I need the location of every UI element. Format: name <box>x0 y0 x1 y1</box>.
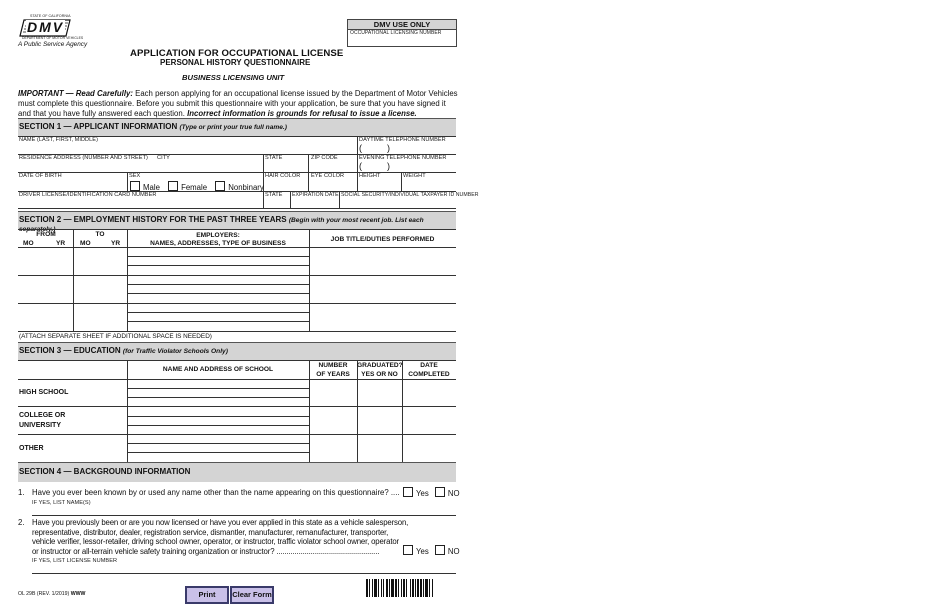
years-header-1: NUMBER <box>318 362 348 369</box>
section1-title: SECTION 1 — APPLICANT INFORMATION <box>19 122 178 131</box>
row-high-school: HIGH SCHOOL <box>19 389 69 396</box>
q1-number: 1. <box>18 488 25 497</box>
q2-line-1: Have you previously been or are you now licensed or have you ever applied in this state as a vehicle salesperson, <box>32 518 409 527</box>
section2-title: SECTION 2 — EMPLOYMENT HISTORY FOR THE PAST THREE YEARS <box>19 215 287 224</box>
dmv-use-box <box>347 19 457 47</box>
barcode-icon <box>366 579 454 597</box>
q2-answers <box>400 545 460 556</box>
dmv-use-title: DMV USE ONLY <box>348 20 456 30</box>
employers-header-2: NAMES, ADDRESSES, TYPE OF BUSINESS <box>150 240 286 247</box>
sex-male-label: Male <box>143 183 160 192</box>
dl-label: DRIVER LICENSE/IDENTIFICATION CARD NUMBER <box>19 192 157 198</box>
q2-text <box>32 518 408 556</box>
dob-label: DATE OF BIRTH <box>19 173 62 179</box>
form-id-suffix: WWW <box>70 591 86 597</box>
sex-female-label: Female <box>181 183 208 192</box>
state-label: STATE <box>265 155 283 161</box>
to-header: TO <box>95 231 105 238</box>
section1-header <box>18 118 456 136</box>
form-title: APPLICATION FOR OCCUPATIONAL LICENSE <box>130 48 344 59</box>
q2-yes-label: Yes <box>416 547 429 556</box>
from-mo: MO <box>23 240 34 247</box>
row-other: OTHER <box>19 445 44 452</box>
sex-female-checkbox[interactable] <box>168 181 178 191</box>
graduated-header-2: YES OR NO <box>361 371 398 378</box>
important-warning: Incorrect information is grounds for refusal to issue a license. <box>187 109 417 118</box>
form-unit: BUSINESS LICENSING UNIT <box>182 73 285 82</box>
q1-text: Have you ever been known by or used any name other than the name appearing on this questionnaire? .... <box>32 488 400 497</box>
section3-title: SECTION 3 — EDUCATION <box>19 346 121 355</box>
section3-note: (for Traffic Violator Schools Only) <box>122 348 228 355</box>
row-university: UNIVERSITY <box>19 422 62 429</box>
q2-no-label: NO <box>447 547 460 556</box>
daytime-phone-input[interactable]: ( ) <box>359 143 390 153</box>
evening-phone-input[interactable]: ( ) <box>359 161 390 171</box>
important-body: Each person applying for an occupational license issued by the Department of Motor Vehicles must complete this questionnaire. Before you submit this questionnaire with your application, be sure that you have signed it and that you have fully answered each question. <box>18 89 458 118</box>
barcode <box>366 579 454 597</box>
occupational-licensing-number-label: OCCUPATIONAL LICENSING NUMBER <box>350 30 442 36</box>
q1-yes-label: Yes <box>416 489 429 498</box>
sex-nonbinary-checkbox[interactable] <box>215 181 225 191</box>
from-header: FROM <box>36 231 56 238</box>
name-label: NAME (LAST, FIRST, MIDDLE) <box>19 137 98 143</box>
to-mo: MO <box>80 240 91 247</box>
attach-note: (ATTACH SEPARATE SHEET IF ADDITIONAL SPACE IS NEEDED) <box>19 333 212 340</box>
expiration-label: EXPIRATION DATE <box>292 192 339 198</box>
logo-state: STATE OF CALIFORNIA <box>30 14 71 18</box>
section2-note: (Begin with your most recent job. List each separately.) <box>19 217 424 233</box>
q2-number: 2. <box>18 518 25 527</box>
address-label: RESIDENCE ADDRESS (NUMBER AND STREET) <box>19 155 148 161</box>
date-header-1: DATE <box>420 362 438 369</box>
q1-sublabel: IF YES, LIST NAME(S) <box>32 500 91 506</box>
dl-state-label: STATE <box>265 192 283 198</box>
logo-tagline: A Public Service Agency <box>18 41 88 48</box>
section1-note: (Type or print your true full name.) <box>179 124 287 131</box>
q2-no-checkbox[interactable] <box>435 545 445 555</box>
form-subtitle: PERSONAL HISTORY QUESTIONNAIRE <box>160 58 311 67</box>
weight-label: WEIGHT <box>403 173 426 179</box>
q2-line-4: or instructor or all-terrain vehicle safety training organization or instructor? ................................................... <box>32 546 380 556</box>
sex-options <box>127 181 264 192</box>
sex-male-checkbox[interactable] <box>130 181 140 191</box>
row-college: COLLEGE OR <box>19 412 66 419</box>
zip-label: ZIP CODE <box>311 155 338 161</box>
section2-header <box>18 211 456 233</box>
form-id <box>18 591 85 597</box>
from-yr: YR <box>56 240 66 247</box>
to-yr: YR <box>111 240 121 247</box>
date-header-2: COMPLETED <box>408 371 450 378</box>
evening-phone-label: EVENING TELEPHONE NUMBER <box>359 155 447 161</box>
job-header: JOB TITLE/DUTIES PERFORMED <box>330 236 435 243</box>
form-id-text: OL 29B (REV. 1/2019) <box>18 591 70 597</box>
logo-dept: DEPARTMENT OF MOTOR VEHICLES <box>22 36 84 40</box>
sex-nonbinary-label: Nonbinary <box>228 183 264 192</box>
school-header: NAME AND ADDRESS OF SCHOOL <box>162 366 274 373</box>
daytime-phone-label: DAYTIME TELEPHONE NUMBER <box>359 137 446 143</box>
important-notice <box>18 89 458 119</box>
name-input[interactable] <box>19 144 355 153</box>
city-label: CITY <box>157 155 170 161</box>
eye-label: EYE COLOR <box>311 173 345 179</box>
hair-label: HAIR COLOR <box>265 173 301 179</box>
q1-no-label: NO <box>447 489 460 498</box>
q2-yes-checkbox[interactable] <box>403 545 413 555</box>
height-label: HEIGHT <box>359 173 381 179</box>
q2-sublabel: IF YES, LIST LICENSE NUMBER <box>32 558 118 564</box>
q1-answers <box>400 487 460 498</box>
print-button[interactable]: Print <box>185 586 229 604</box>
ssn-label: SOCIAL SECURITY/INDIVIDUAL TAXPAYER ID NUMBER <box>341 192 479 198</box>
sex-label: SEX <box>129 173 141 179</box>
employers-header-1: EMPLOYERS: <box>196 232 240 239</box>
q2-line-3: vehicle verifier, lessor-retailer, driving school owner, operator, or instructor, traffic violator school owner, operator <box>32 537 399 546</box>
section4-header <box>18 462 456 482</box>
q2-line-2: representative, distributor, dealer, registration service, dismantler, manufacturer, remanufacturer, transporter, <box>32 527 389 537</box>
section3-header <box>18 342 456 360</box>
logo-mark: DMV <box>27 19 65 35</box>
clear-form-button[interactable]: Clear Form <box>230 586 274 604</box>
q1-yes-checkbox[interactable] <box>403 487 413 497</box>
years-header-2: OF YEARS <box>316 371 350 378</box>
important-lead: IMPORTANT — Read Carefully: <box>18 89 133 98</box>
graduated-header-1: GRADUATED? <box>357 362 403 369</box>
q1-no-checkbox[interactable] <box>435 487 445 497</box>
section4-title: SECTION 4 — BACKGROUND INFORMATION <box>19 467 191 476</box>
